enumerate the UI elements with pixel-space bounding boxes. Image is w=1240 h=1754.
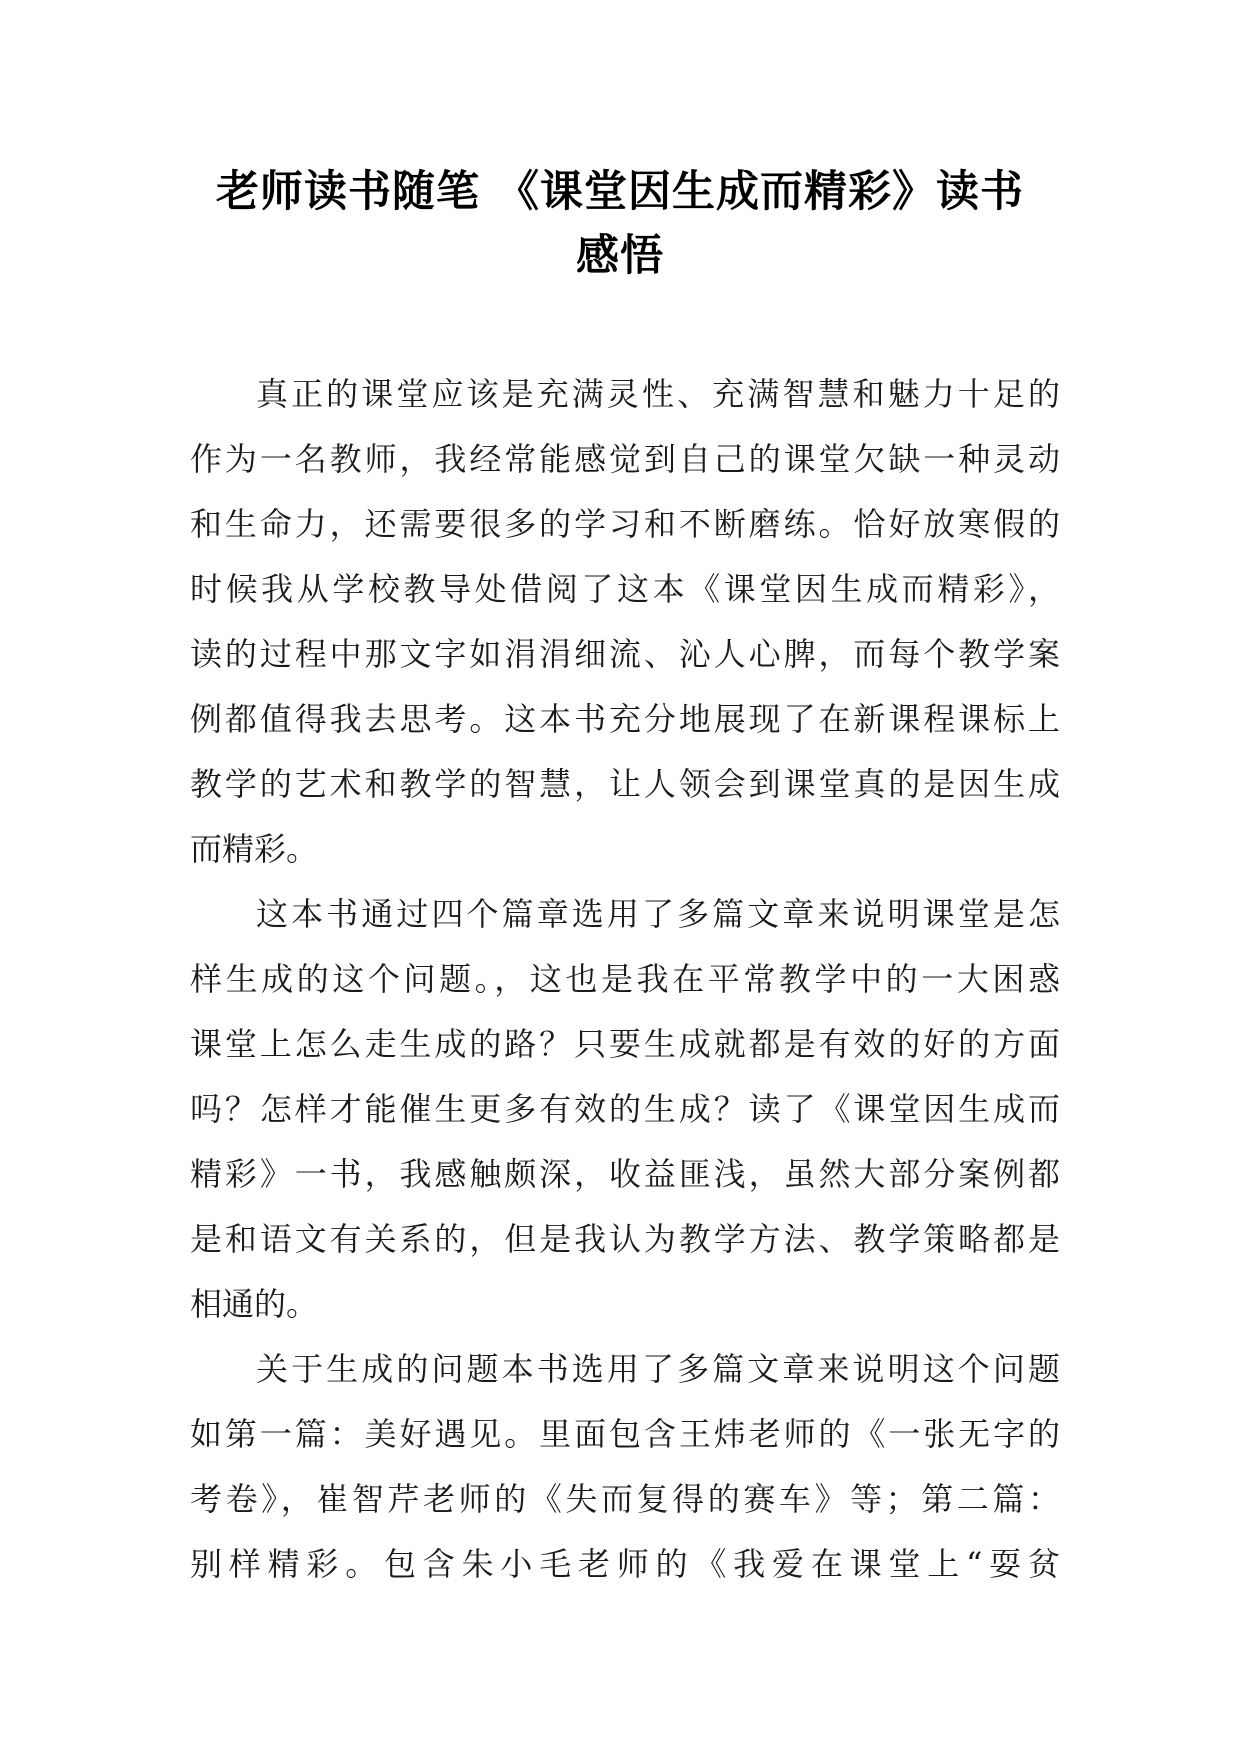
title-line: 老师读书随笔 《课堂因生成而精彩》读书 <box>216 167 1024 217</box>
paragraph-line: 是和语文有关系的，但是我认为教学方法、教学策略都是 <box>190 1220 1060 1258</box>
paragraph-line: 真正的课堂应该是充满灵性、充满智慧和魅力十足的 <box>256 375 1060 413</box>
document-title <box>150 160 1090 288</box>
paragraph-line: 这本书通过四个篇章选用了多篇文章来说明课堂是怎 <box>256 895 1060 933</box>
title-line: 感悟 <box>576 231 664 281</box>
paragraph-line: 和生命力，还需要很多的学习和不断磨练。恰好放寒假的 <box>190 505 1060 543</box>
paragraph-line: 考卷》，崔智芹老师的《失而复得的赛车》等；第二篇： <box>190 1480 1060 1518</box>
paragraph-line: 样生成的这个问题。，这也是我在平常教学中的一大困惑 <box>190 960 1060 998</box>
paragraph-line: 精彩》一书，我感触颇深，收益匪浅，虽然大部分案例都 <box>190 1155 1060 1193</box>
document-body <box>190 362 1060 1597</box>
paragraph-line: 吗？怎样才能催生更多有效的生成？读了《课堂因生成而 <box>190 1090 1060 1128</box>
paragraph-line: 作为一名教师，我经常能感觉到自己的课堂欠缺一种灵动 <box>190 440 1060 478</box>
paragraph-line: 例都值得我去思考。这本书充分地展现了在新课程课标上 <box>190 700 1060 738</box>
paragraph-line: 相通的。 <box>190 1285 319 1323</box>
paragraph-line: 关于生成的问题本书选用了多篇文章来说明这个问题 <box>256 1350 1060 1388</box>
paragraph-line: 而精彩。 <box>190 830 319 868</box>
paragraph-line: 读的过程中那文字如涓涓细流、沁人心脾，而每个教学案 <box>190 635 1060 673</box>
paragraph-line: 如第一篇：美好遇见。里面包含王炜老师的《一张无字的 <box>190 1415 1060 1453</box>
paragraph-line: 别样精彩。包含朱小毛老师的《我爱在课堂上“耍贫 <box>190 1545 1060 1583</box>
paragraph-line: 时候我从学校教导处借阅了这本《课堂因生成而精彩》， <box>190 570 1060 608</box>
paragraph-line: 课堂上怎么走生成的路？只要生成就都是有效的好的方面 <box>190 1025 1060 1063</box>
paragraph-line: 教学的艺术和教学的智慧，让人领会到课堂真的是因生成 <box>190 765 1060 803</box>
